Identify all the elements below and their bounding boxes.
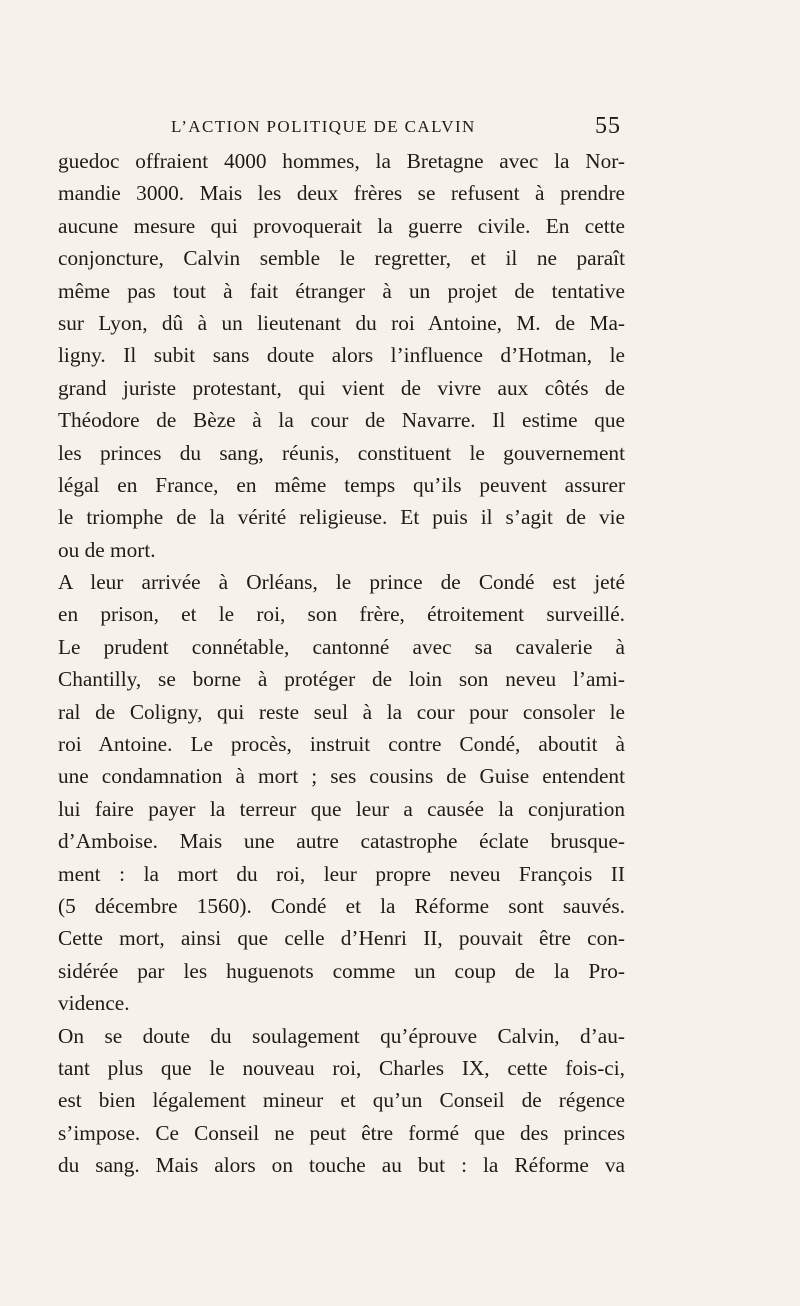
text-line: légal en France, en même temps qu’ils peuvent assurer: [58, 472, 625, 497]
text-line: Le prudent connétable, cantonné avec sa cavalerie à: [58, 634, 625, 659]
text-line: est bien légalement mineur et qu’un Conseil de régence: [58, 1088, 625, 1113]
text-line: aucune mesure qui provoquerait la guerre civile. En cette: [58, 213, 625, 238]
text-line: guedoc offraient 4000 hommes, la Bretagne avec la Nor-: [58, 149, 625, 173]
text-line: en prison, et le roi, son frère, étroitement surveillé.: [58, 602, 625, 627]
text-line: ligny. Il subit sans doute alors l’influence d’Hotman, le: [58, 343, 625, 368]
text-line: le triomphe de la vérité religieuse. Et puis il s’agit de vie: [58, 505, 625, 530]
text-line: roi Antoine. Le procès, instruit contre Condé, aboutit à: [58, 732, 625, 757]
running-title: L’ACTION POLITIQUE DE CALVIN: [171, 117, 476, 136]
text-line: ral de Coligny, qui reste seul à la cour pour consoler le: [58, 699, 625, 724]
text-line: A leur arrivée à Orléans, le prince de Condé est jeté: [58, 570, 625, 595]
text-line: mandie 3000. Mais les deux frères se refusent à prendre: [58, 181, 625, 206]
text-line: d’Amboise. Mais une autre catastrophe éclate brusque-: [58, 829, 625, 854]
text-line: les princes du sang, réunis, constituent le gouvernement: [58, 440, 625, 465]
text-line: sur Lyon, dû à un lieutenant du roi Antoine, M. de Ma-: [58, 310, 625, 335]
text-line: une condamnation à mort ; ses cousins de Guise entendent: [58, 764, 625, 789]
running-header: [171, 113, 621, 145]
text-line: conjoncture, Calvin semble le regretter, et il ne paraît: [58, 246, 625, 271]
text-line: lui faire payer la terreur que leur a causée la conjuration: [58, 796, 625, 821]
text-line: du sang. Mais alors on touche au but : la Réforme va: [58, 1153, 625, 1178]
text-line: s’impose. Ce Conseil ne peut être formé que des princes: [58, 1120, 625, 1145]
body-text: [58, 145, 625, 1182]
text-line: Théodore de Bèze à la cour de Navarre. Il estime que: [58, 408, 625, 433]
text-line: ment : la mort du roi, leur propre neveu François II: [58, 861, 625, 886]
text-line: ou de mort.: [58, 537, 156, 562]
page-number: 55: [595, 113, 621, 139]
text-line: grand juriste protestant, qui vient de vivre aux côtés de: [58, 375, 625, 400]
text-line: On se doute du soulagement qu’éprouve Calvin, d’au-: [58, 1023, 625, 1048]
text-line: même pas tout à fait étranger à un projet de tentative: [58, 278, 625, 303]
text-line: vidence.: [58, 991, 130, 1016]
text-line: tant plus que le nouveau roi, Charles IX, cette fois-ci,: [58, 1055, 625, 1080]
text-line: sidérée par les huguenots comme un coup de la Pro-: [58, 958, 625, 983]
text-line: Chantilly, se borne à protéger de loin son neveu l’ami-: [58, 667, 625, 692]
text-line: (5 décembre 1560). Condé et la Réforme sont sauvés.: [58, 893, 625, 918]
text-line: Cette mort, ainsi que celle d’Henri II, pouvait être con-: [58, 926, 625, 951]
